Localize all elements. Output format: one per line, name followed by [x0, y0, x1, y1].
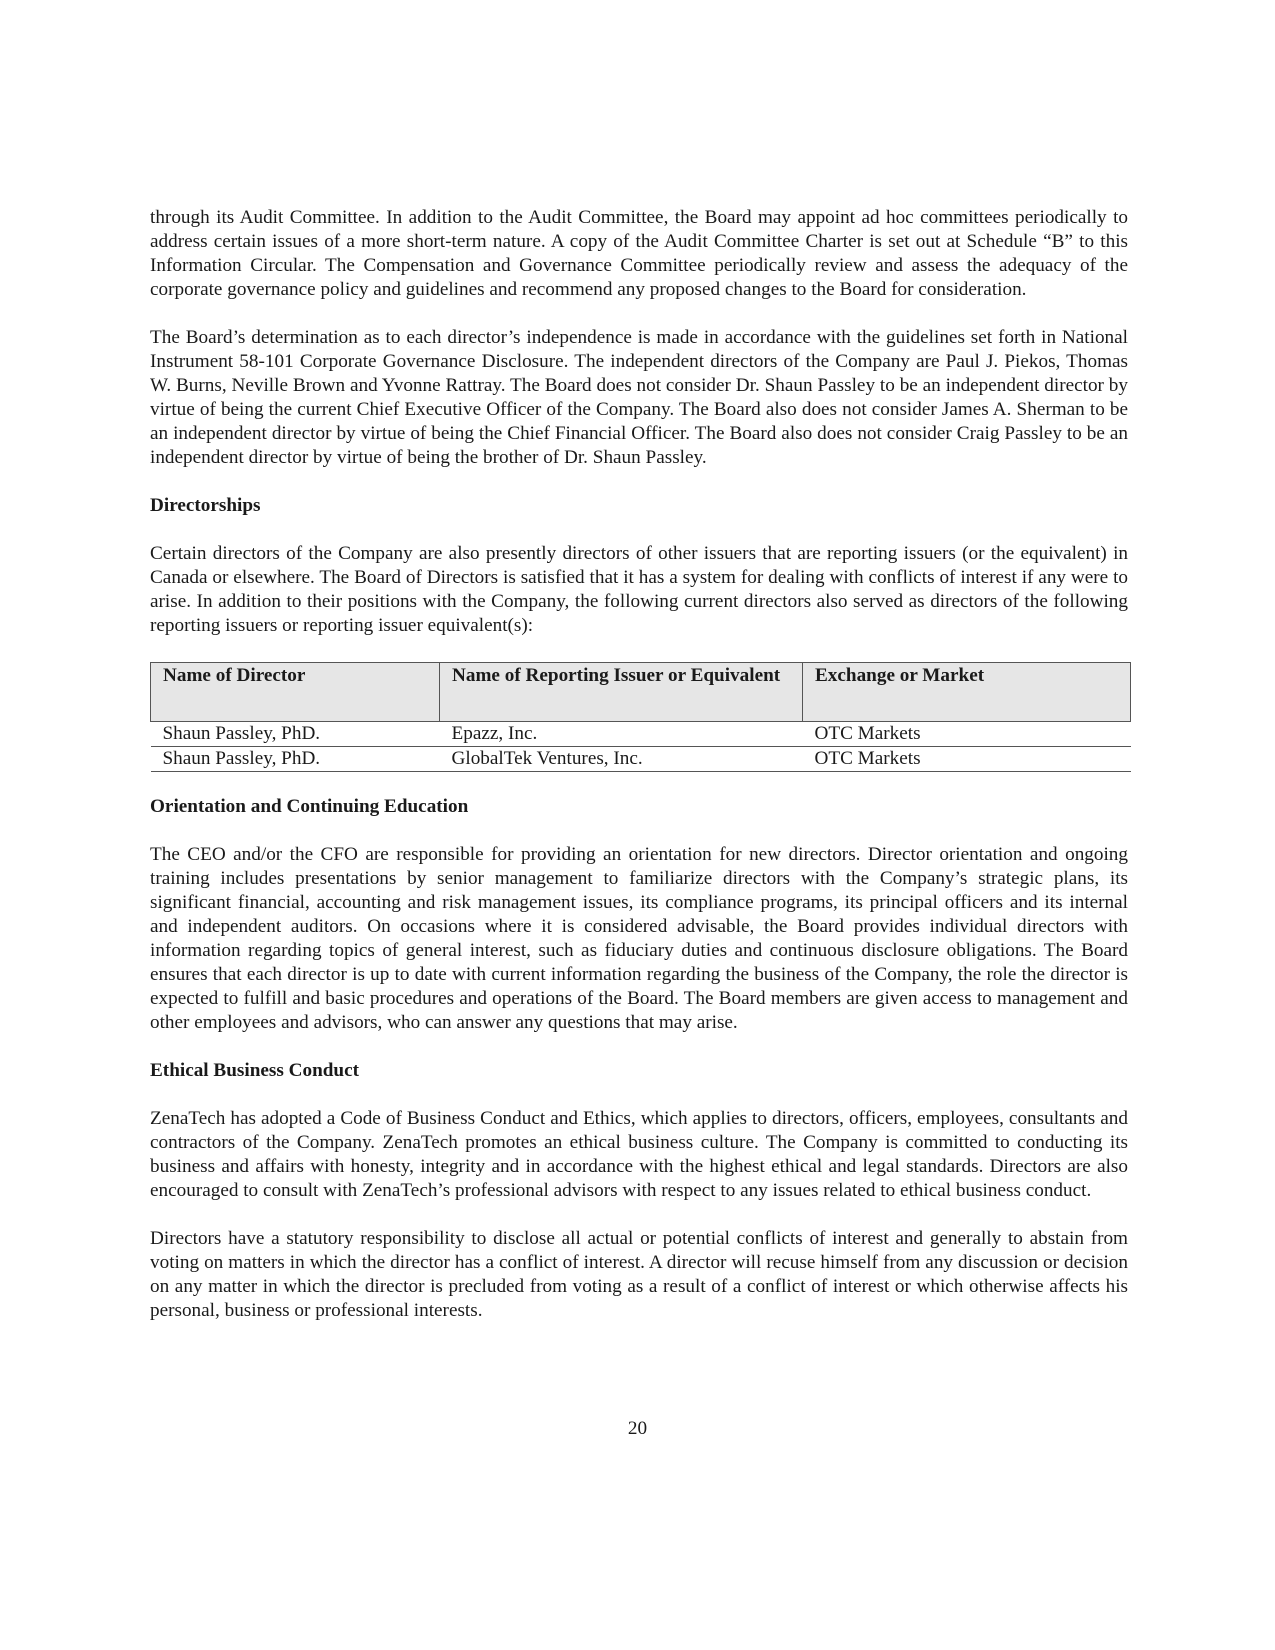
cell-exchange: OTC Markets — [803, 747, 1131, 772]
column-header-exchange: Exchange or Market — [803, 663, 1131, 722]
paragraph-orientation: The CEO and/or the CFO are responsible for providing an orientation for new directors. Director orientation and ongoing training includes presentations by senior management to familiarize directors with the Company’s strategic plans, its significant financial, accounting and risk management issues, its compliance programs, its principal officers and its internal and independent auditors. On occasions where it is considered advisable, the Board provides individual directors with information regarding topics of general interest, such as fiduciary duties and continuous disclosure obligations. The Board ensures that each director is up to date with current information regarding the business of the Company, the role the director is expected to fulfill and basic procedures and operations of the Board. The Board members are given access to management and other employees and advisors, who can answer any questions that may arise. — [150, 844, 1128, 1033]
paragraph-audit-committee: through its Audit Committee. In addition to the Audit Committee, the Board may appoint ad hoc committees periodically to address certain issues of a more short-term nature. A copy of the Audit Committee Charter is set out at Schedule “B” to this Information Circular. The Compensation and Governance Committee periodically review and assess the adequacy of the corporate governance policy and guidelines and recommend any proposed changes to the Board for consideration. — [150, 207, 1128, 300]
cell-exchange: OTC Markets — [803, 722, 1131, 747]
page-number: 20 — [627, 1418, 648, 1439]
document-page — [150, 206, 1128, 1323]
paragraph-conflicts: Directors have a statutory responsibility to disclose all actual or potential conflicts of interest and generally to abstain from voting on matters in which the director has a conflict of interest. A director will recuse himself from any discussion or decision on any matter in which the director is precluded from voting as a result of a conflict of interest or which otherwise affects his personal, business or professional interests. — [150, 1228, 1128, 1321]
cell-issuer: GlobalTek Ventures, Inc. — [440, 747, 803, 772]
table-header-row — [151, 663, 1131, 722]
paragraph-independence: The Board’s determination as to each director’s independence is made in accordance with the guidelines set forth in National Instrument 58-101 Corporate Governance Disclosure. The independent directors of the Company are Paul J. Piekos, Thomas W. Burns, Neville Brown and Yvonne Rattray. The Board does not consider Dr. Shaun Passley to be an independent director by virtue of being the current Chief Executive Officer of the Company. The Board also does not consider James A. Sherman to be an independent director by virtue of being the Chief Financial Officer. The Board also does not consider Craig Passley to be an independent director by virtue of being the brother of Dr. Shaun Passley. — [150, 327, 1128, 468]
heading-orientation: Orientation and Continuing Education — [150, 796, 469, 817]
cell-director: Shaun Passley, PhD. — [151, 722, 440, 747]
cell-director: Shaun Passley, PhD. — [151, 747, 440, 772]
table-row — [151, 747, 1131, 772]
cell-issuer: Epazz, Inc. — [440, 722, 803, 747]
directorships-table — [150, 662, 1131, 772]
column-header-director: Name of Director — [151, 663, 440, 722]
table-row — [151, 722, 1131, 747]
paragraph-code-of-conduct: ZenaTech has adopted a Code of Business Conduct and Ethics, which applies to directors, officers, employees, consultants and contractors of the Company. ZenaTech promotes an ethical business culture. The Company is committed to conducting its business and affairs with honesty, integrity and in accordance with the highest ethical and legal standards. Directors are also encouraged to consult with ZenaTech’s professional advisors with respect to any issues related to ethical business conduct. — [150, 1108, 1128, 1201]
paragraph-directorships: Certain directors of the Company are also presently directors of other issuers that are reporting issuers (or the equivalent) in Canada or elsewhere. The Board of Directors is satisfied that it has a system for dealing with conflicts of interest if any were to arise. In addition to their positions with the Company, the following current directors also served as directors of the following reporting issuers or reporting issuer equivalent(s): — [150, 543, 1128, 636]
heading-ethical-conduct: Ethical Business Conduct — [150, 1060, 359, 1081]
heading-directorships: Directorships — [150, 495, 261, 516]
column-header-issuer: Name of Reporting Issuer or Equivalent — [440, 663, 803, 722]
